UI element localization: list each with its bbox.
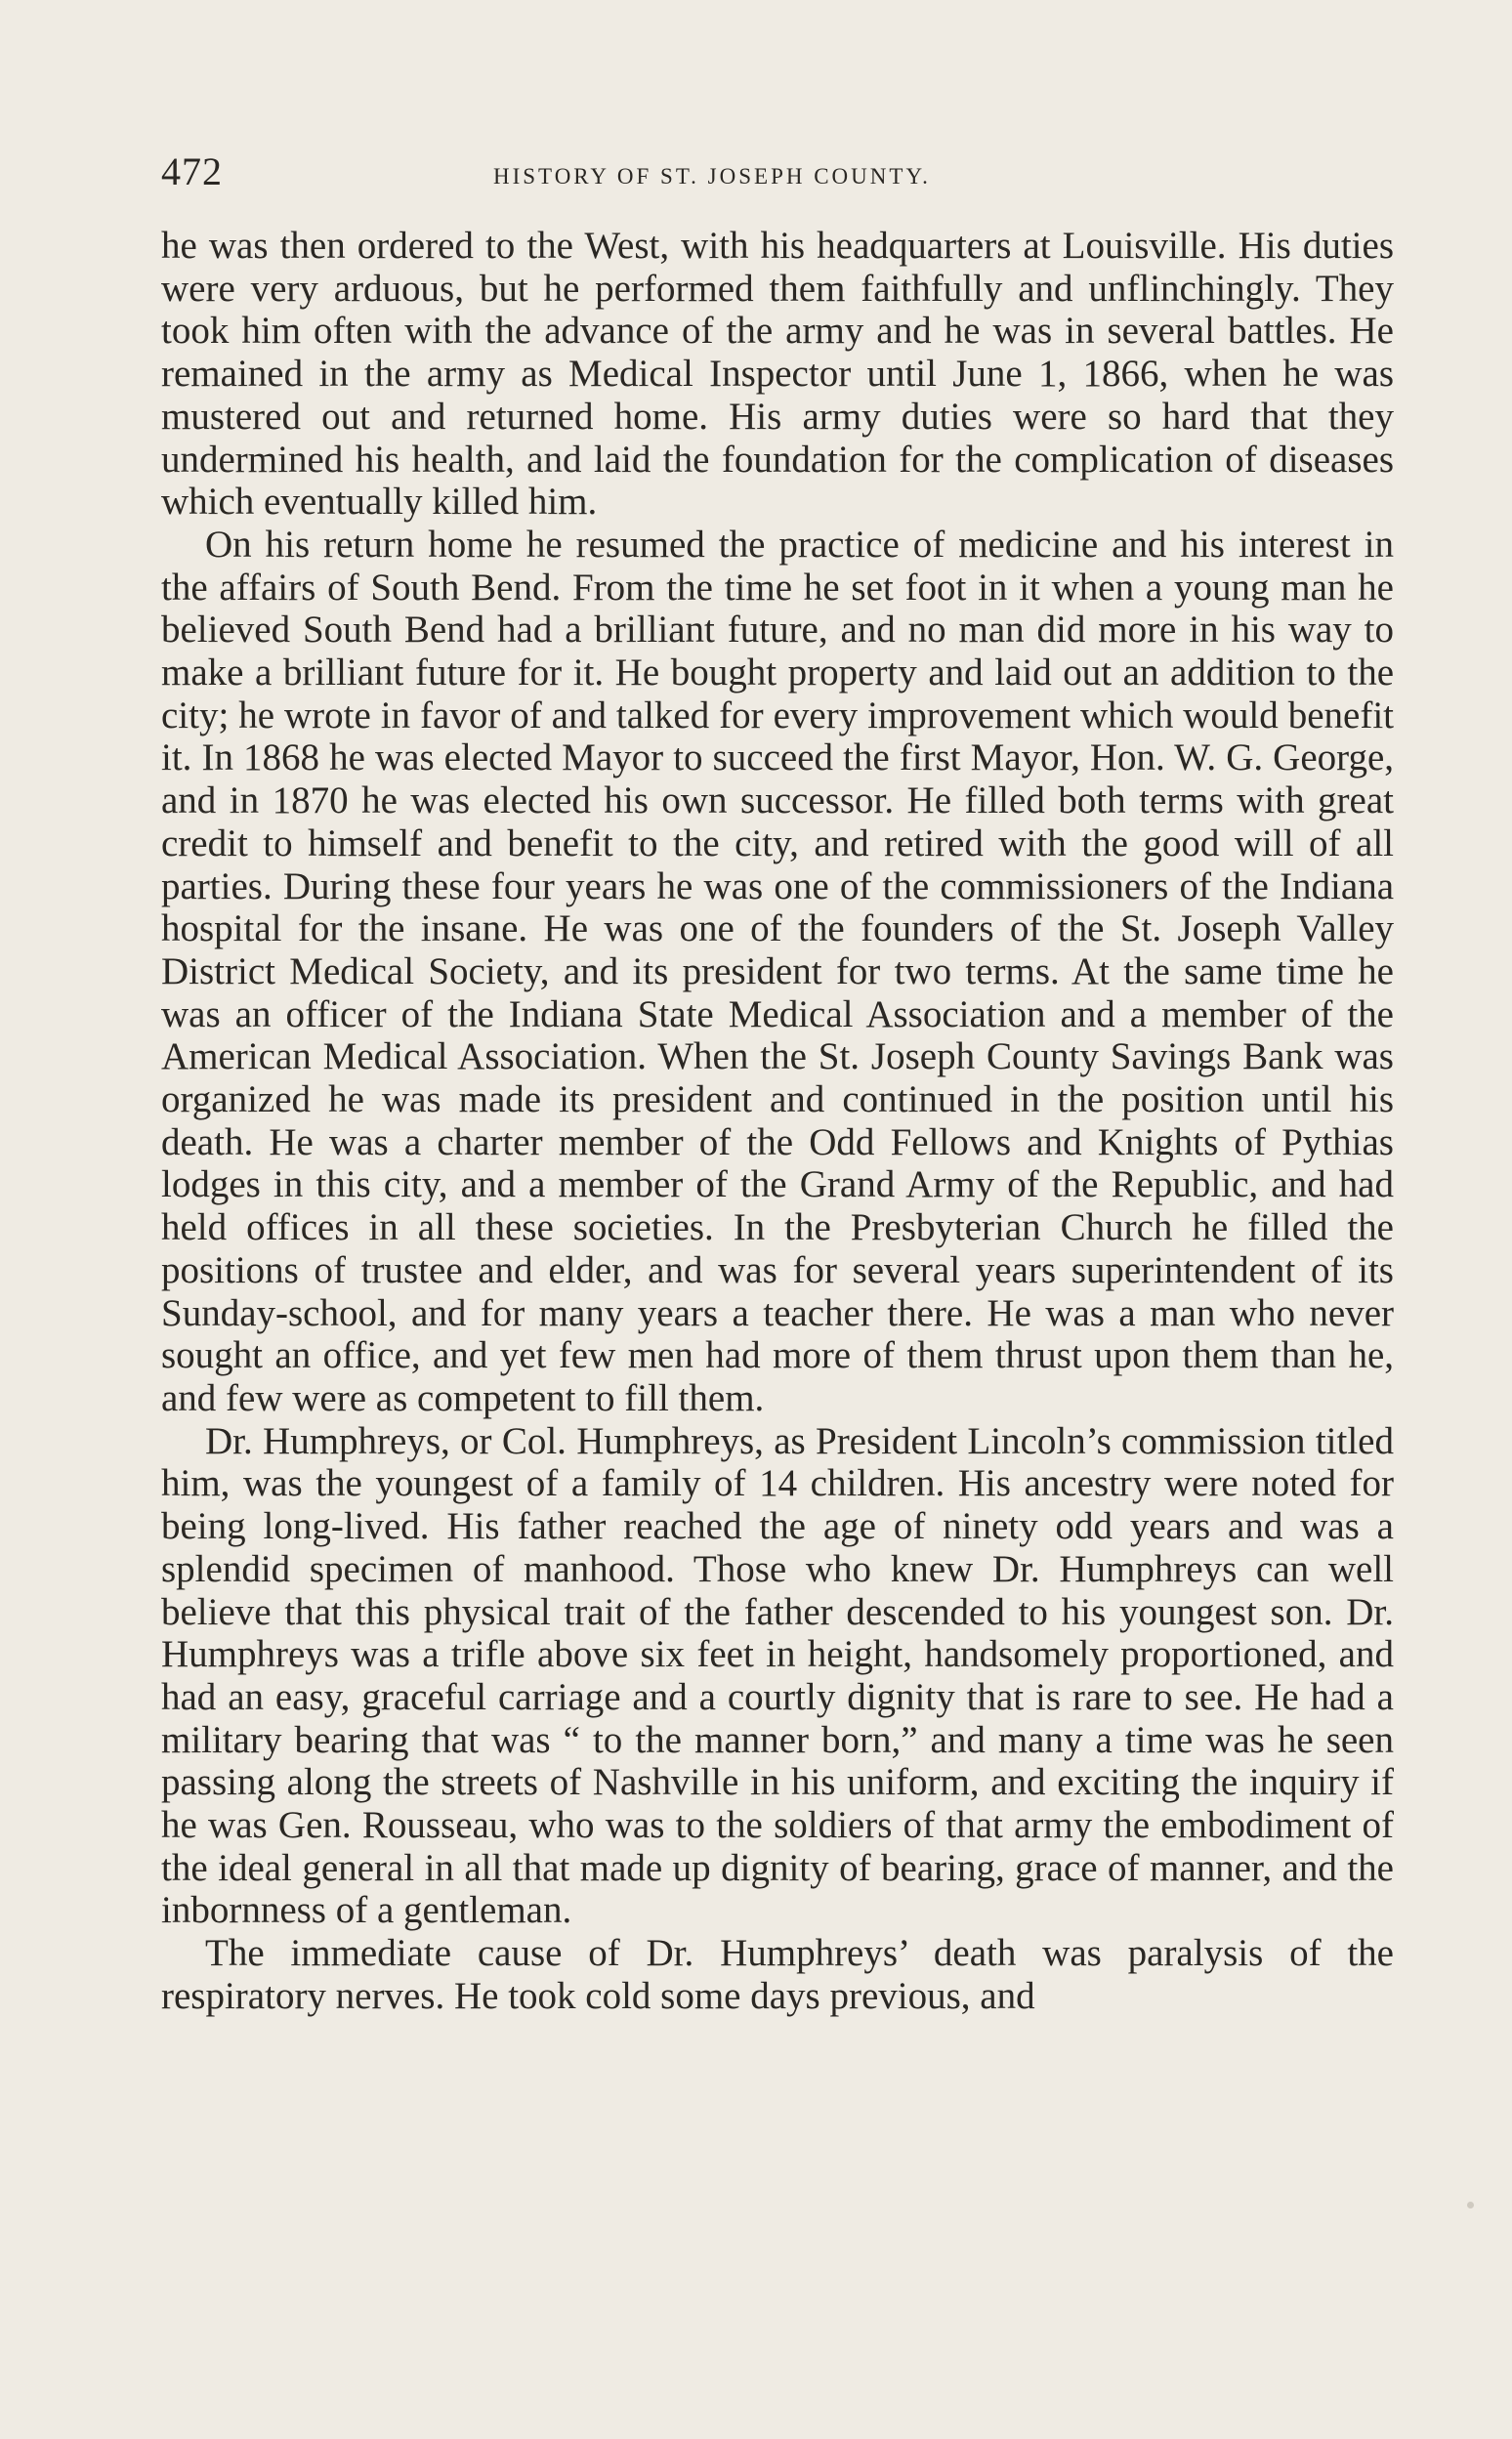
paper-speck — [1467, 2202, 1474, 2208]
page-number: 472 — [161, 149, 223, 193]
running-head — [161, 148, 1394, 197]
paragraph-continued: he was then ordered to the West, with his headquarters at Louisville. His duties were very arduous, but he performed them faithfully and unflinchingly. They took him often with the advance of the army and he was in several battles. He remained in the army as Medical Inspector until June 1, 1866, when he was mustered out and returned home. His army duties were so hard that they undermined his health, and laid the foundation for the complication of diseases which eventually killed him. — [161, 225, 1394, 524]
body-text — [161, 225, 1394, 2018]
paragraph-ancestry: Dr. Humphreys, or Col. Humphreys, as President Lincoln’s commission titled him, was the youngest of a family of 14 children. His ancestry were noted for being long-lived. His father reached the age of ninety odd years and was a splendid specimen of manhood. Those who knew Dr. Humphreys can well believe that this physical trait of the father descended to his youngest son. Dr. Humphreys was a trifle above six feet in height, handsomely proportioned, and had an easy, graceful carriage and a courtly dignity that is rare to see. He had a military bearing that was “ to the manner born,” and many a time was he seen passing along the streets of Nashville in his uniform, and exciting the inquiry if he was Gen. Rousseau, who was to the soldiers of that army the embodiment of the ideal general in all that made up dignity of bearing, grace of manner, and the inbornness of a gentleman. — [161, 1419, 1394, 1932]
running-title: HISTORY OF ST. JOSEPH COUNTY. — [493, 164, 931, 189]
paragraph-return-home: On his return home he resumed the practice of medicine and his interest in the affairs of South Bend. From the time he set foot in it when a young man he believed South Bend had a brilliant future, and no man did more in his way to make a brilliant future for it. He bought property and laid out an addition to the city; he wrote in favor of and talked for every improvement which would benefit it. In 1868 he was elected Mayor to succeed the first Mayor, Hon. W. G. George, and in 1870 he was elected his own successor. He filled both terms with great credit to himself and benefit to the city, and retired with the good will of all parties. During these four years he was one of the commissioners of the Indiana hospital for the insane. He was one of the founders of the St. Joseph Valley District Medical Society, and its president for two terms. At the same time he was an officer of the Indiana State Medical Association and a member of the American Medical Association. When the St. Joseph County Savings Bank was organized he was made its president and continued in the position until his death. He was a charter member of the Odd Fellows and Knights of Pythias lodges in this city, and a member of the Grand Army of the Republic, and had held offices in all these societies. In the Presbyterian Church he filled the positions of trustee and elder, and was for several years superintendent of its Sunday-school, and for many years a teacher there. He was a man who never sought an office, and yet few men had more of them thrust upon them than he, and few were as competent to fill them. — [161, 523, 1394, 1419]
paragraph-death: The immediate cause of Dr. Humphreys’ death was paralysis of the respiratory nerves. He took cold some days previous, and — [161, 1932, 1394, 2017]
